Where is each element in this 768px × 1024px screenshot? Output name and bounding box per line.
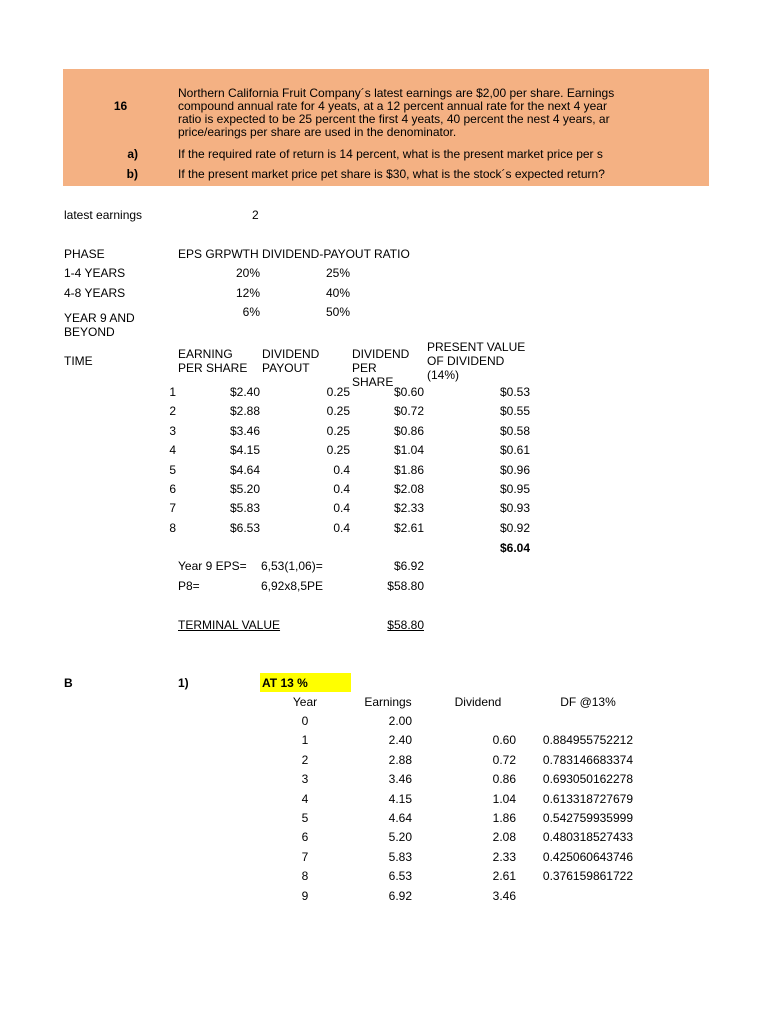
pv-cell: $0.93 (499, 501, 530, 516)
terminal-value: $58.80 (387, 618, 424, 632)
dividend-cell: 0.72 (492, 752, 516, 767)
year-header: Year (292, 695, 318, 709)
earnings-cell: 3.46 (388, 772, 412, 787)
earnings-cell: 4.64 (388, 811, 412, 825)
year-cell: 3 (301, 772, 309, 787)
year-cell: 7 (301, 849, 309, 864)
payout-cell: 0.25 (326, 423, 350, 438)
dps-cell: $2.61 (393, 520, 424, 535)
problem-line-1: Northern California Fruit Company´s latest earnings are $2,00 per share. Earnings (178, 86, 615, 100)
earnings-cell: 6.53 (388, 869, 412, 884)
part-a-question: If the required rate of return is 14 percent, what is the present market price per s (178, 147, 603, 161)
dividend-cell: 3.46 (492, 888, 516, 903)
dps-header: DIVIDEND PER SHARE (352, 347, 410, 389)
time-header: TIME (64, 354, 93, 368)
eps-cell: $6.53 (229, 520, 260, 535)
year-cell: 6 (301, 830, 309, 845)
dividend-payout-header: DIVIDEND PAYOUT (262, 347, 320, 375)
phase-payout: 50% (325, 305, 350, 319)
section-b-label: B (64, 676, 73, 690)
earnings-cell: 5.83 (388, 849, 412, 864)
phase-growth: 20% (235, 266, 260, 280)
df-cell: 0.613318727679 (542, 791, 633, 806)
problem-number: 16 (113, 99, 128, 113)
year-cell: 5 (301, 811, 309, 825)
df-cell: 0.783146683374 (542, 752, 633, 767)
dps-cell: $2.33 (393, 501, 424, 516)
dps-cell: $1.04 (393, 443, 424, 458)
pv-cell: $0.92 (499, 520, 530, 535)
eps-cell: $3.46 (229, 423, 260, 438)
dividend-cell: 2.08 (492, 830, 516, 845)
eps-cell: $4.64 (229, 462, 260, 477)
df-cell: 0.693050162278 (542, 772, 633, 787)
pv-cell: $0.55 (499, 404, 530, 419)
pv-cell: $0.53 (499, 385, 530, 399)
latest-earnings-value: 2 (252, 208, 259, 222)
part-a-label: a) (127, 147, 138, 161)
payout-cell: 0.4 (333, 482, 350, 496)
part-b-question: If the present market price pet share is $30, what is the stock´s expected return? (178, 167, 605, 181)
pv-cell: $0.96 (499, 462, 530, 477)
section-b-sub-label: 1) (178, 676, 189, 690)
earnings-cell: 6.92 (388, 888, 412, 903)
dividend-header: Dividend (454, 695, 502, 709)
year9-eps-label: Year 9 EPS= (178, 559, 247, 573)
time-cell: 8 (169, 520, 176, 535)
year-cell: 8 (301, 869, 309, 884)
problem-line-4: price/earings per share are used in the denominator. (178, 125, 457, 139)
dividend-cell: 1.04 (492, 791, 516, 806)
dividend-cell: 1.86 (492, 811, 516, 825)
time-cell: 6 (169, 482, 176, 496)
eps-header: EARNING PER SHARE (178, 347, 248, 375)
p8-value: $58.80 (387, 579, 424, 593)
dps-cell: $2.08 (393, 482, 424, 496)
earnings-header: Earnings (364, 695, 412, 709)
earnings-cell: 2.00 (388, 714, 412, 728)
payout-cell: 0.4 (333, 462, 350, 477)
phase-header: PHASE (64, 247, 105, 261)
df-cell: 0.425060643746 (542, 849, 633, 864)
df-cell: 0.376159861722 (542, 869, 633, 884)
dps-cell: $1.86 (393, 462, 424, 477)
problem-line-2: compound annual rate for 4 yeats, at a 12 percent annual rate for the next 4 year (178, 99, 607, 113)
phase-payout: 25% (325, 266, 350, 280)
payout-cell: 0.25 (326, 385, 350, 399)
year-cell: 2 (301, 752, 309, 767)
problem-line-3: ratio is expected to be 25 percent the first 4 yeats, 40 percent the nest 4 years, ar (178, 112, 610, 126)
earnings-cell: 4.15 (388, 791, 412, 806)
pv-header: PRESENT VALUE OF DIVIDEND (14%) (427, 340, 526, 382)
year9-eps-formula: 6,53(1,06)= (261, 559, 323, 573)
time-cell: 5 (169, 462, 176, 477)
year9-eps-value: $6.92 (393, 559, 424, 573)
df-cell: 0.480318527433 (542, 830, 633, 845)
df-cell: 0.884955752212 (542, 733, 633, 748)
eps-cell: $5.83 (229, 501, 260, 516)
dps-cell: $0.86 (393, 423, 424, 438)
dps-cell: $0.72 (393, 404, 424, 419)
problem-header-band (63, 69, 709, 186)
year-cell: 0 (301, 714, 309, 728)
payout-cell: 0.25 (326, 404, 350, 419)
eps-cell: $2.88 (229, 404, 260, 419)
year-cell: 9 (301, 888, 309, 903)
year-cell: 4 (301, 791, 309, 806)
phase-growth: 12% (235, 286, 260, 300)
time-cell: 2 (169, 404, 176, 419)
terminal-value-label: TERMINAL VALUE (178, 618, 281, 632)
df-cell: 0.542759935999 (542, 811, 633, 825)
earnings-cell: 2.40 (388, 733, 412, 748)
p8-label: P8= (178, 579, 200, 593)
dividend-cell: 0.60 (492, 733, 516, 748)
phase-label: YEAR 9 AND BEYOND (64, 311, 135, 339)
pv-cell: $0.58 (499, 423, 530, 438)
pv-cell: $0.61 (499, 443, 530, 458)
time-cell: 7 (169, 501, 176, 516)
df-header: DF @13% (560, 695, 616, 709)
earnings-cell: 2.88 (388, 752, 412, 767)
eps-cell: $4.15 (229, 443, 260, 458)
time-cell: 4 (169, 443, 176, 458)
year-cell: 1 (301, 733, 309, 748)
latest-earnings-label: latest earnings (64, 208, 143, 222)
dividend-cell: 0.86 (492, 772, 516, 787)
phase-payout: 40% (325, 286, 350, 300)
payout-cell: 0.25 (326, 443, 350, 458)
dividend-cell: 2.61 (492, 869, 516, 884)
eps-cell: $5.20 (229, 482, 260, 496)
pv-cell: $0.95 (499, 482, 530, 496)
phase-growth: 6% (242, 305, 260, 319)
time-cell: 3 (169, 423, 176, 438)
payout-cell: 0.4 (333, 520, 350, 535)
payout-ratio-header: DIVIDEND-PAYOUT RATIO (262, 247, 410, 261)
eps-growth-header: EPS GRPWTH (178, 247, 259, 261)
phase-label: 1-4 YEARS (64, 266, 126, 280)
rate-label: AT 13 % (262, 676, 308, 690)
dividend-cell: 2.33 (492, 849, 516, 864)
earnings-cell: 5.20 (388, 830, 412, 845)
pv-total: $6.04 (499, 541, 530, 555)
part-b-label: b) (126, 167, 138, 181)
payout-cell: 0.4 (333, 501, 350, 516)
eps-cell: $2.40 (229, 385, 260, 399)
p8-formula: 6,92x8,5PE (261, 579, 324, 593)
dps-cell: $0.60 (393, 385, 424, 399)
phase-label: 4-8 YEARS (64, 286, 126, 300)
time-cell: 1 (169, 385, 176, 399)
